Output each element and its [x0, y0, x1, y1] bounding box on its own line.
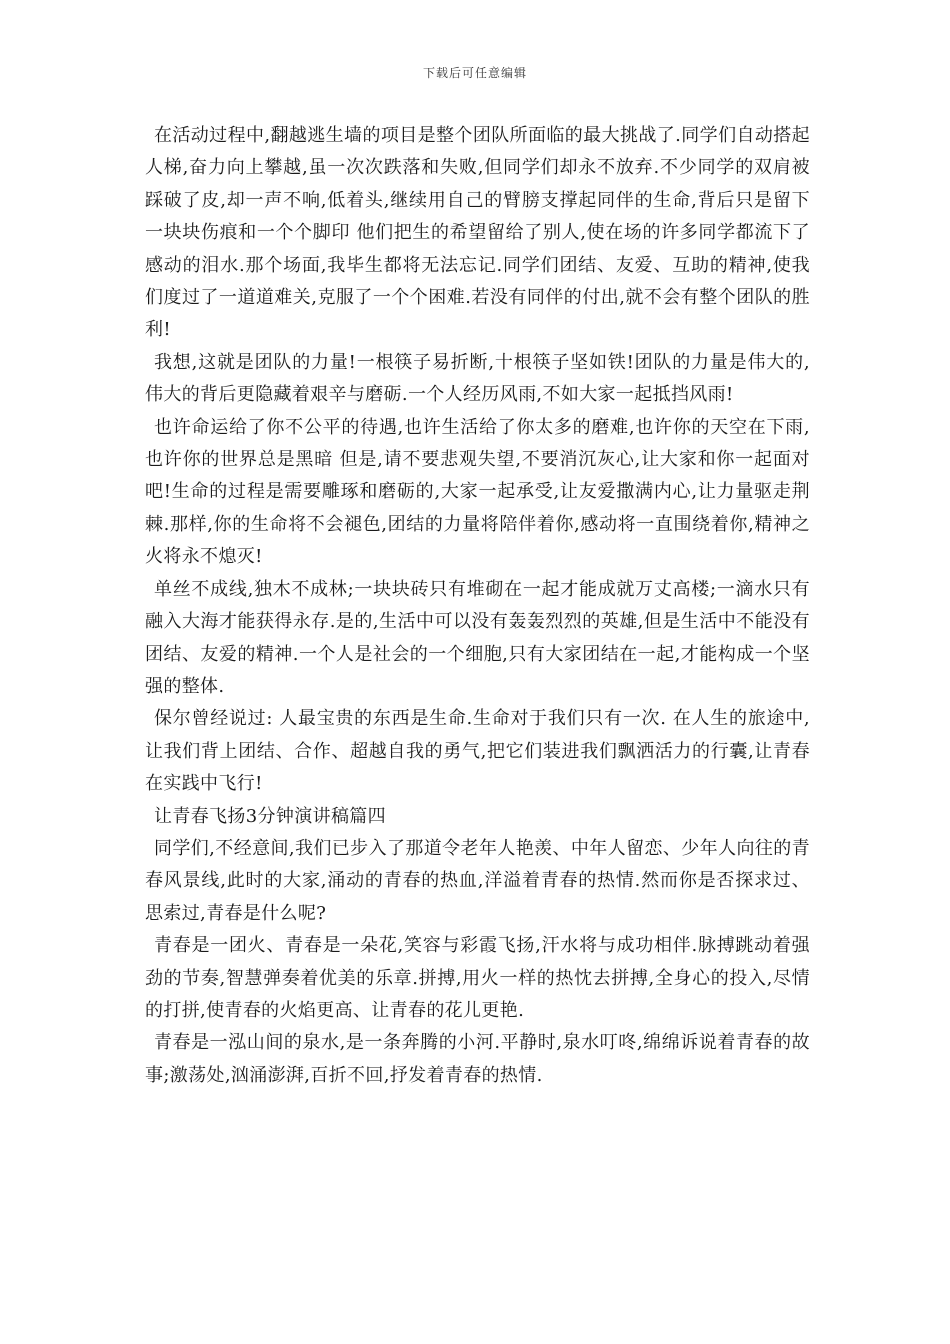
paragraph-team-power: 我想,这就是团队的力量!一根筷子易折断,十根筷子坚如铁!团队的力量是伟大的,伟大的背后更隐藏着艰辛与磨砺.一个人经历风雨,不如大家一起抵挡风雨!: [145, 351, 810, 406]
header-note: 下载后可任意编辑: [422, 66, 527, 80]
paragraph-youth-spring: 青春是一泓山间的泉水,是一条奔腾的小河.平静时,泉水叮咚,绵绵诉说着青春的故事;激荡处,汹涌澎湃,百折不回,抒发着青春的热情.: [145, 1032, 810, 1086]
paragraph-pavel-quote: 保尔曾经说过: 人最宝贵的东西是生命.生命对于我们只有一次. 在人生的旅途中,让我们背上团结、合作、超越自我的勇气,把它们装进我们飘洒活力的行囊,让青春在实践中飞行!: [145, 708, 810, 795]
body-text: [145, 120, 810, 1092]
paragraph-activity: 在活动过程中,翻越逃生墙的项目是整个团队所面临的最大挑战了.同学们自动搭起人梯,奋力向上攀越,虽一次次跌落和失败,但同学们却永不放弃.不少同学的双肩被踩破了皮,却一声不响,低着头,继续用自己的臂膀支撑起同伴的生命,背后只是留下一块块伤痕和一个个脚印 他们把生的希望留给了别人,使在场的许多同学都流下了感动的泪水.那个场面,我毕生都将无法忘记.同学们团结、友爱、互助的精神,使我们度过了一道道难关,克服了一个个困难.若没有同伴的付出,就不会有整个团队的胜利!: [145, 125, 810, 341]
paragraph-youth-fire: 青春是一团火、青春是一朵花,笑容与彩霞飞扬,汗水将与成功相伴.脉搏跳动着强劲的节奏,智慧弹奏着优美的乐章.拼搏,用火一样的热忱去拼搏,全身心的投入,尽情的打拼,使青春的火焰更高、让青春的花儿更艳.: [145, 935, 810, 1021]
section-heading: 让青春飞扬3分钟演讲稿篇四: [154, 805, 387, 827]
paragraph-unity: 单丝不成线,独木不成林;一块块砖只有堆砌在一起才能成就万丈高楼;一滴水只有融入大海才能获得永存.是的,生活中可以没有轰轰烈烈的英雄,但是生活中不能没有团结、友爱的精神.一个人是社会的一个细胞,只有大家团结在一起,才能构成一个坚强的整体.: [145, 578, 810, 697]
paragraph-youth-scenery: 同学们,不经意间,我们已步入了那道令老年人艳羡、中年人留恋、少年人向往的青春风景线,此时的大家,涌动的青春的热血,洋溢着青春的热情.然而你是否探求过、思索过,青春是什么呢?: [145, 837, 810, 924]
paragraph-fate: 也许命运给了你不公平的待遇,也许生活给了你太多的磨难,也许你的天空在下雨,也许你的世界总是黑暗 但是,请不要悲观失望,不要消沉灰心,让大家和你一起面对吧!生命的过程是需要雕琢和磨砺的,大家一起承受,让友爱撒满内心,让力量驱走荆棘.那样,你的生命将不会褪色,团结的力量将陪伴着你,感动将一直围绕着你,精神之火将永不熄灭!: [145, 416, 810, 568]
